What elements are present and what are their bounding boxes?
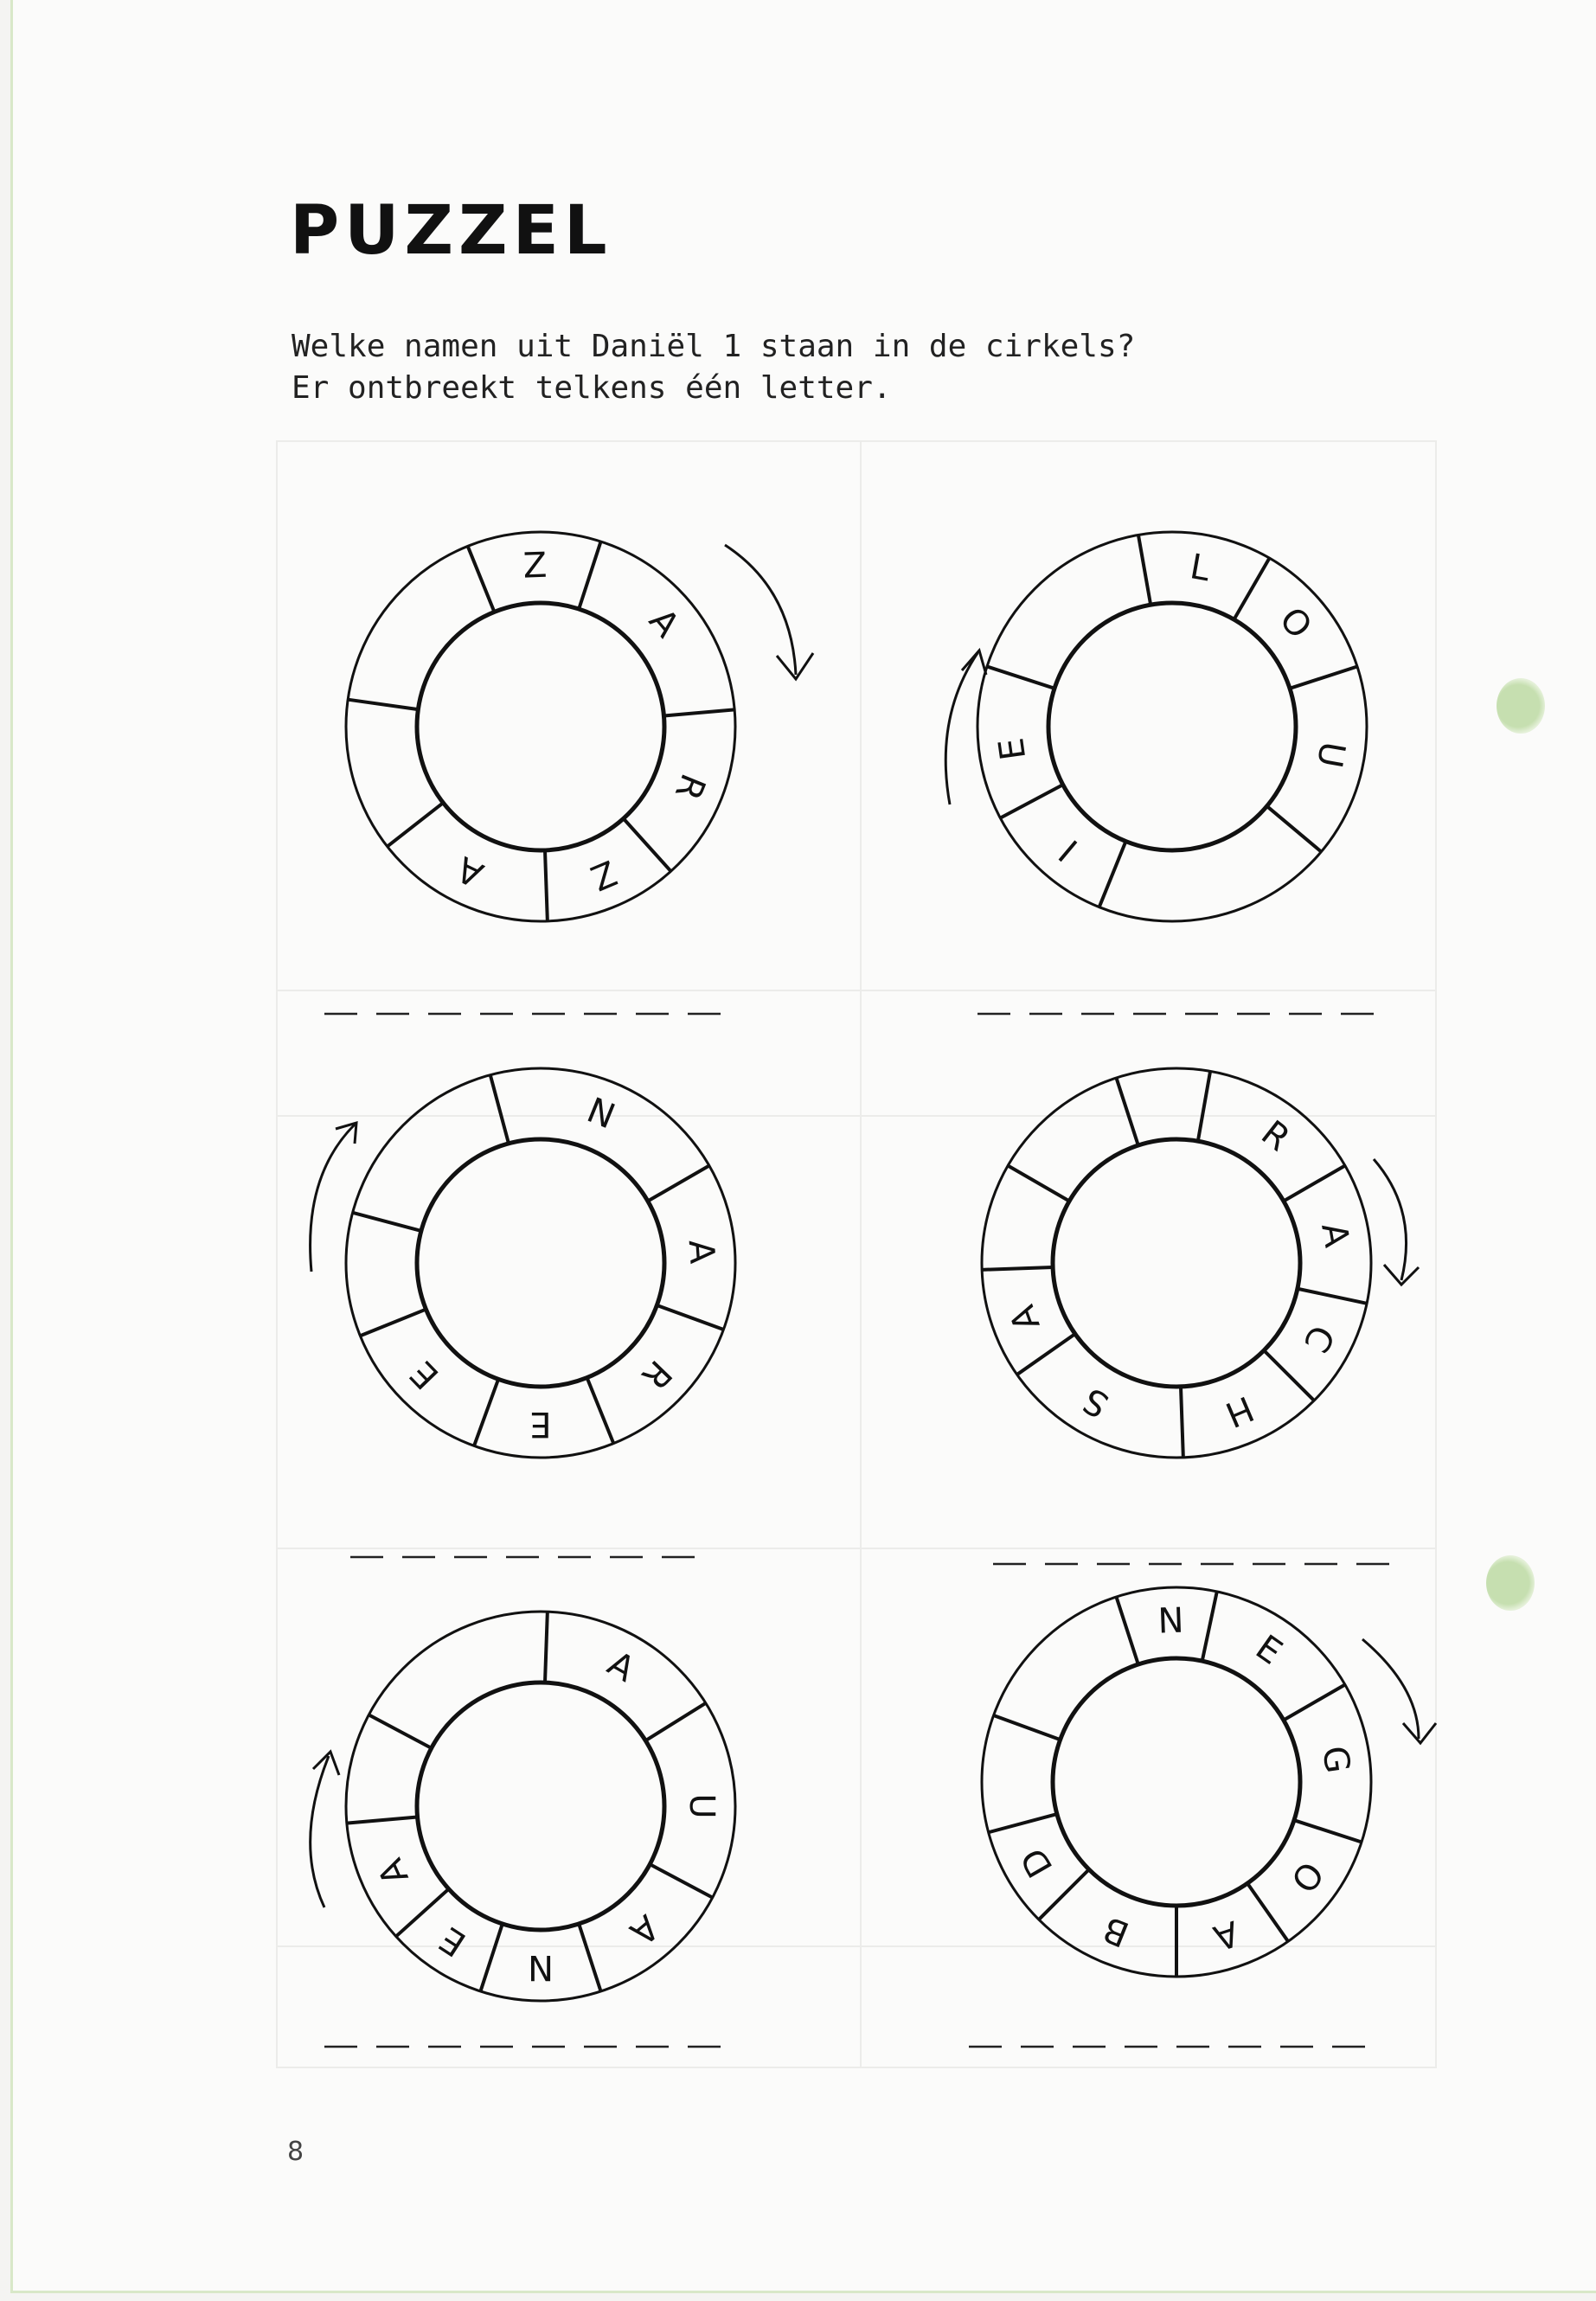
segment-divider xyxy=(1264,1350,1314,1400)
segment-divider xyxy=(1198,1071,1210,1141)
segment-divider xyxy=(1284,1685,1345,1721)
segment-divider xyxy=(353,1213,421,1231)
segment-divider xyxy=(663,709,734,715)
inner-ring xyxy=(1053,1658,1300,1906)
segment-divider xyxy=(468,546,495,612)
segment-divider xyxy=(1267,806,1322,852)
segment-divider xyxy=(1000,785,1062,817)
wheel-letter: D xyxy=(1013,1841,1061,1884)
segment-divider xyxy=(989,1814,1057,1832)
inner-ring xyxy=(1048,603,1296,850)
segment-divider xyxy=(1234,558,1270,619)
segment-divider xyxy=(347,1817,418,1823)
outer-ring xyxy=(346,1068,735,1458)
direction-arrow xyxy=(1374,1159,1407,1280)
name-wheel-2 xyxy=(945,532,1367,921)
wheel-letter: O xyxy=(1271,599,1320,647)
segment-divider xyxy=(1181,1387,1183,1458)
wheel-letter: A xyxy=(451,848,490,894)
segment-divider xyxy=(650,1864,712,1897)
wheel-letter: R xyxy=(666,768,713,806)
inner-ring xyxy=(417,1139,664,1387)
wheel-letter: R xyxy=(633,1352,679,1398)
wheel-letter: E xyxy=(402,1353,447,1397)
wheel-letter: G xyxy=(1314,1743,1358,1776)
wheel-letter: E xyxy=(529,1404,552,1444)
direction-arrow xyxy=(311,1125,355,1272)
instruction-line-1: Welke namen uit Daniël 1 staan in de cirkels? xyxy=(292,329,1136,364)
inner-ring xyxy=(417,603,664,850)
segment-divider xyxy=(648,1166,709,1202)
show-through-grid xyxy=(277,441,1436,2067)
wheel-letter: A xyxy=(370,1852,417,1891)
direction-arrow xyxy=(1362,1639,1419,1739)
segment-divider xyxy=(1017,1334,1075,1375)
segment-divider xyxy=(545,850,548,921)
wheel-letter: A xyxy=(600,1644,642,1690)
segment-divider xyxy=(388,803,444,846)
wheel-letter: E xyxy=(991,735,1035,763)
segment-divider xyxy=(982,1267,1053,1270)
inner-ring xyxy=(417,1682,664,1930)
segment-divider xyxy=(587,1378,614,1444)
segment-divider xyxy=(490,1075,509,1144)
wheel-letter: N xyxy=(1157,1600,1185,1642)
segment-divider xyxy=(369,1715,431,1747)
segment-divider xyxy=(1247,1883,1288,1941)
segment-divider xyxy=(1290,666,1357,688)
segment-divider xyxy=(360,1310,426,1336)
direction-arrow xyxy=(725,545,796,675)
wheel-letter: Z xyxy=(522,545,548,586)
name-wheel-6 xyxy=(982,1587,1436,1977)
name-wheel-3 xyxy=(311,1068,735,1458)
wheel-letter: S xyxy=(1076,1379,1116,1426)
segment-divider xyxy=(987,666,1054,688)
wheel-letter: A xyxy=(1208,1912,1244,1958)
wheel-letter: A xyxy=(1313,1220,1357,1251)
segment-divider xyxy=(480,1924,502,1991)
segment-divider xyxy=(1008,1166,1069,1202)
wheel-letter: I xyxy=(1052,831,1086,868)
segment-divider xyxy=(1138,535,1151,605)
wheel-letter: H xyxy=(1219,1388,1259,1435)
segment-divider xyxy=(579,542,600,609)
wheel-letter: E xyxy=(1248,1627,1290,1673)
name-wheel-4 xyxy=(982,1068,1419,1458)
page-title: PUZZEL xyxy=(290,192,612,270)
segment-divider xyxy=(645,1703,706,1740)
outer-ring xyxy=(346,1612,735,2001)
wheel-letter: A xyxy=(1002,1299,1048,1336)
instruction-line-2: Er ontbreekt telkens één letter. xyxy=(292,370,892,406)
wheel-letter: L xyxy=(1187,547,1214,590)
wheel-letter: N xyxy=(528,1947,554,1987)
wheel-letter: E xyxy=(433,1918,473,1965)
wheel-letter: B xyxy=(1097,1907,1135,1954)
segment-divider xyxy=(994,1715,1061,1740)
segment-divider xyxy=(1116,1597,1138,1664)
segment-divider xyxy=(545,1612,548,1682)
segment-divider xyxy=(1284,1166,1345,1202)
wheel-letter: A xyxy=(680,1238,722,1266)
segment-divider xyxy=(474,1379,498,1445)
segment-divider xyxy=(1116,1078,1138,1145)
segment-divider xyxy=(1039,1869,1089,1920)
page-number: 8 xyxy=(287,2137,304,2167)
segment-divider xyxy=(1202,1592,1217,1661)
segment-divider xyxy=(1099,842,1126,907)
name-wheel-1 xyxy=(346,532,813,921)
wheel-letter: A xyxy=(641,601,687,645)
name-wheel-5 xyxy=(311,1612,735,2001)
segment-divider xyxy=(1298,1289,1367,1304)
wheel-letter: C xyxy=(1295,1318,1343,1359)
direction-arrow xyxy=(945,653,977,804)
wheel-letter: A xyxy=(622,1907,666,1952)
segment-divider xyxy=(657,1305,723,1330)
wheel-letter: O xyxy=(1282,1854,1331,1900)
inner-ring xyxy=(1053,1139,1300,1387)
segment-divider xyxy=(1294,1820,1362,1842)
outer-ring xyxy=(346,532,735,921)
segment-divider xyxy=(624,818,671,871)
direction-arrow xyxy=(311,1756,329,1907)
segment-divider xyxy=(348,700,418,709)
wheel-letter: R xyxy=(1253,1112,1298,1160)
segment-divider xyxy=(579,1924,600,1991)
outer-ring xyxy=(977,532,1367,921)
wheel-letter: N xyxy=(581,1090,621,1138)
wheel-letter: U xyxy=(1308,738,1353,771)
wheel-letter: Z xyxy=(585,851,623,898)
segment-divider xyxy=(396,1889,449,1937)
wheel-letter: U xyxy=(682,1793,721,1819)
